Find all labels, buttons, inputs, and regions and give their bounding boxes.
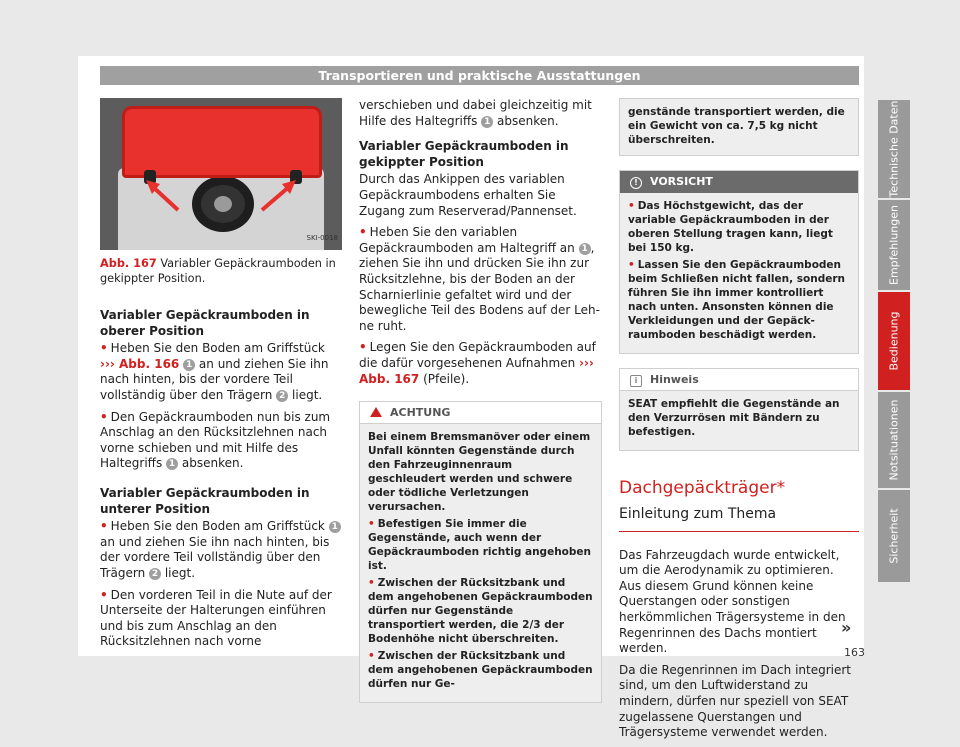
vorsicht-header — [620, 171, 858, 193]
arrow-right — [262, 186, 290, 210]
bullet-3-text-c: liegt. — [164, 565, 196, 580]
achtung-body — [360, 424, 601, 702]
achtung-bullet-1 — [368, 517, 593, 573]
figure-id: SKI-0018 — [306, 234, 338, 243]
bullet-3 — [100, 519, 342, 581]
heading-upper-position: Variabler Gepäckraumboden in oberer Position — [100, 308, 310, 338]
marker-1: 1 — [481, 116, 493, 128]
bullet-3-text-b: an und ziehen Sie ihn nach hinten, bis der vordere Teil vollständig über den Trägern — [100, 534, 330, 580]
bullet-5-text-b: , ziehen Sie ihn und drücken Sie ihn zur Rücksitzlehne, bis der Boden an der Scharnierlinie gefaltet wird und der bewegliche Teil des Bodens auf der Lehne ruht. — [359, 240, 600, 333]
tab-bedienung[interactable] — [878, 292, 910, 390]
paragraph-tilted: Durch das Ankippen des variablen Gepäckraumbodens erhalten Sie Zugang zum Reserverad/Pannenset. — [359, 172, 577, 218]
hinweis-text: SEAT empfiehlt die Gegenstände an den Verzurrösen mit Bändern zu befestigen. — [628, 398, 840, 438]
tab-label: Sicherheit — [887, 508, 901, 564]
vorsicht-title: VORSICHT — [650, 175, 713, 188]
tab-sicherheit[interactable] — [878, 490, 910, 582]
tab-label: Notsituationen — [887, 399, 901, 481]
bullet-6 — [359, 340, 602, 387]
bullet-dot: • — [359, 340, 367, 355]
marker-2: 2 — [276, 390, 288, 402]
vorsicht-bullet-2 — [628, 258, 850, 342]
column-1 — [100, 98, 342, 656]
marker-1: 1 — [183, 359, 195, 371]
vorsicht-bullet-1 — [628, 199, 850, 255]
vorsicht-bullet-1-text: Das Höchstgewicht, das der variable Gepäckraumboden in der oberen Stellung tragen kann, liegt bei 150 kg. — [628, 200, 833, 254]
subsection-title: Einleitung zum Thema — [619, 507, 859, 532]
paragraph-continued-text-b: absenken. — [497, 113, 559, 128]
intro-paragraph-1: Das Fahrzeugdach wurde entwickelt, um die Aerodynamik zu optimieren. Aus diesem Grund können keine Querstangen oder sonstigen herkömmlichen Trägersysteme in den Regenrinnen des Dachs montiert werden. — [619, 547, 846, 656]
achtung-bullet-2 — [368, 576, 593, 646]
achtung-bullet-3-text: Zwischen der Rücksitzbank und dem angehobenen Gepäckraumboden dürfen nur Ge- — [368, 650, 593, 691]
figure-ref-167[interactable]: ››› Abb. 167 — [359, 355, 594, 386]
achtung-box — [359, 401, 602, 703]
achtung-bullet-1-text: Befestigen Sie immer die Gegenstände, auch wenn der Gepäckraumboden richtig angehoben ist. — [368, 518, 591, 573]
paragraph-continued — [359, 98, 602, 129]
intro-paragraph-2: Da die Regenrinnen im Dach integriert sind, um den Luftwiderstand zu mindern, dürfen nur speziell von SEAT zugelassene Querstangen und Trägersysteme verwendet werden. — [619, 662, 852, 740]
achtung-continuation: genstände transportiert werden, die ein Gewicht von ca. 7,5 kg nicht überschreiten. — [619, 98, 859, 156]
warning-triangle-icon — [370, 407, 382, 417]
bullet-4 — [100, 588, 342, 650]
hinweis-body — [620, 391, 858, 450]
chapter-tabs — [878, 100, 910, 584]
bullet-dot: • — [628, 200, 635, 212]
achtung-bullet-3 — [368, 649, 593, 691]
tab-label: Empfehlungen — [887, 205, 901, 285]
marker-2: 2 — [149, 568, 161, 580]
bullet-dot: • — [368, 577, 375, 590]
bullet-4-text: Den vorderen Teil in die Nute auf der Unterseite der Halterungen einführen und bis zum Anschlag an den Rücksitzlehnen nach vorne — [100, 587, 332, 649]
achtung-bullet-2-text: Zwischen der Rücksitzbank und dem angehobenen Gepäckraumboden dürfen nur Gegenstände transportiert werden, die 2/3 der Bodenhöhe nicht überschreiten. — [368, 577, 593, 646]
achtung-header — [360, 402, 601, 424]
figure-ref-166[interactable]: ››› Abb. 166 — [100, 356, 180, 371]
figure-image — [100, 98, 342, 250]
hinweis-header — [620, 369, 858, 391]
bullet-3-text-a: Heben Sie den Boden am Griffstück — [110, 519, 325, 534]
bullet-dot: • — [368, 518, 375, 531]
marker-1: 1 — [579, 243, 591, 255]
column-2 — [359, 98, 602, 703]
section-title: Dachgepäckträger* — [619, 478, 786, 498]
tab-label: Bedienung — [887, 311, 901, 371]
bullet-1-text-c: liegt. — [292, 387, 323, 402]
arrow-left — [152, 186, 178, 210]
bullet-1-text-b: an und ziehen Sie ihn nach hinten, bis der vordere Teil vollständig über den Trägern — [100, 356, 329, 402]
bullet-dot: • — [628, 259, 635, 271]
bullet-dot: • — [100, 341, 108, 356]
achtung-text: Bei einem Bremsmanöver oder einem Unfall könnten Gegenstände durch den Fahrzeuginnenraum geschleudert werden und schwere oder tödliche Verletzungen verursachen. — [368, 431, 591, 514]
bullet-6-text-b: (Pfeile). — [423, 371, 470, 386]
bullet-dot: • — [368, 650, 375, 663]
bullet-2-text-a: Den Gepäckraumboden nun bis zum Anschlag an den Rücksitzlehnen nach vorne schieben und mit Hilfe des Haltegriffs — [100, 409, 331, 471]
tab-notsituationen[interactable] — [878, 392, 910, 488]
bullet-5 — [359, 225, 602, 334]
arrows-graphic — [100, 98, 342, 250]
vorsicht-bullet-2-text: Lassen Sie den Gepäckraumboden beim Schließen nicht fallen, sondern führen Sie ihn immer kontrolliert nach unten. Ansonsten können die Verkleidungen und der Gepäckraumboden beschädigt werden. — [628, 259, 845, 341]
vorsicht-box — [619, 170, 859, 354]
bullet-1-text-a: Heben Sie den Boden am Griffstück — [110, 341, 325, 356]
tab-empfehlungen[interactable] — [878, 200, 910, 290]
page-header: Transportieren und praktische Ausstattungen — [100, 66, 859, 85]
heading-lower-position: Variabler Gepäckraumboden in unterer Position — [100, 485, 310, 516]
figure-caption-text: Variabler Gepäckraumboden in gekippter Position. — [100, 257, 336, 285]
bullet-2-text-b: absenken. — [181, 456, 244, 471]
bullet-dot: • — [100, 587, 108, 602]
vorsicht-body — [620, 193, 858, 353]
bullet-5-text-a: Heben Sie den variablen Gepäckraumboden am Haltegriff an — [359, 225, 575, 255]
tab-technische-daten[interactable] — [878, 100, 910, 198]
caution-circle-icon: ! — [630, 177, 642, 189]
hinweis-box — [619, 368, 859, 451]
marker-1: 1 — [166, 458, 178, 470]
paragraph-continued-text-a: verschieben und dabei gleichzeitig mit Hilfe des Haltegriffs — [359, 98, 592, 128]
tab-label: Technische Daten — [887, 100, 901, 198]
bullet-1 — [100, 341, 342, 403]
figure-caption — [100, 257, 342, 286]
figure-label: Abb. 167 — [100, 257, 157, 270]
achtung-title: ACHTUNG — [390, 406, 451, 420]
continue-arrow: » — [841, 618, 852, 637]
bullet-6-text-a: Legen Sie den Gepäckraumboden auf die dafür vorgesehenen Aufnahmen — [359, 340, 596, 370]
bullet-dot: • — [100, 519, 108, 534]
note-icon: i — [630, 375, 642, 387]
marker-1: 1 — [329, 521, 341, 533]
bullet-dot: • — [100, 409, 108, 424]
heading-tilted-position: Variabler Gepäckraumboden in gekippter Position — [359, 139, 569, 169]
hinweis-title: Hinweis — [650, 373, 699, 386]
bullet-2 — [100, 410, 342, 472]
page-number: 163 — [844, 646, 865, 659]
column-3 — [619, 98, 859, 747]
bullet-dot: • — [359, 225, 367, 240]
